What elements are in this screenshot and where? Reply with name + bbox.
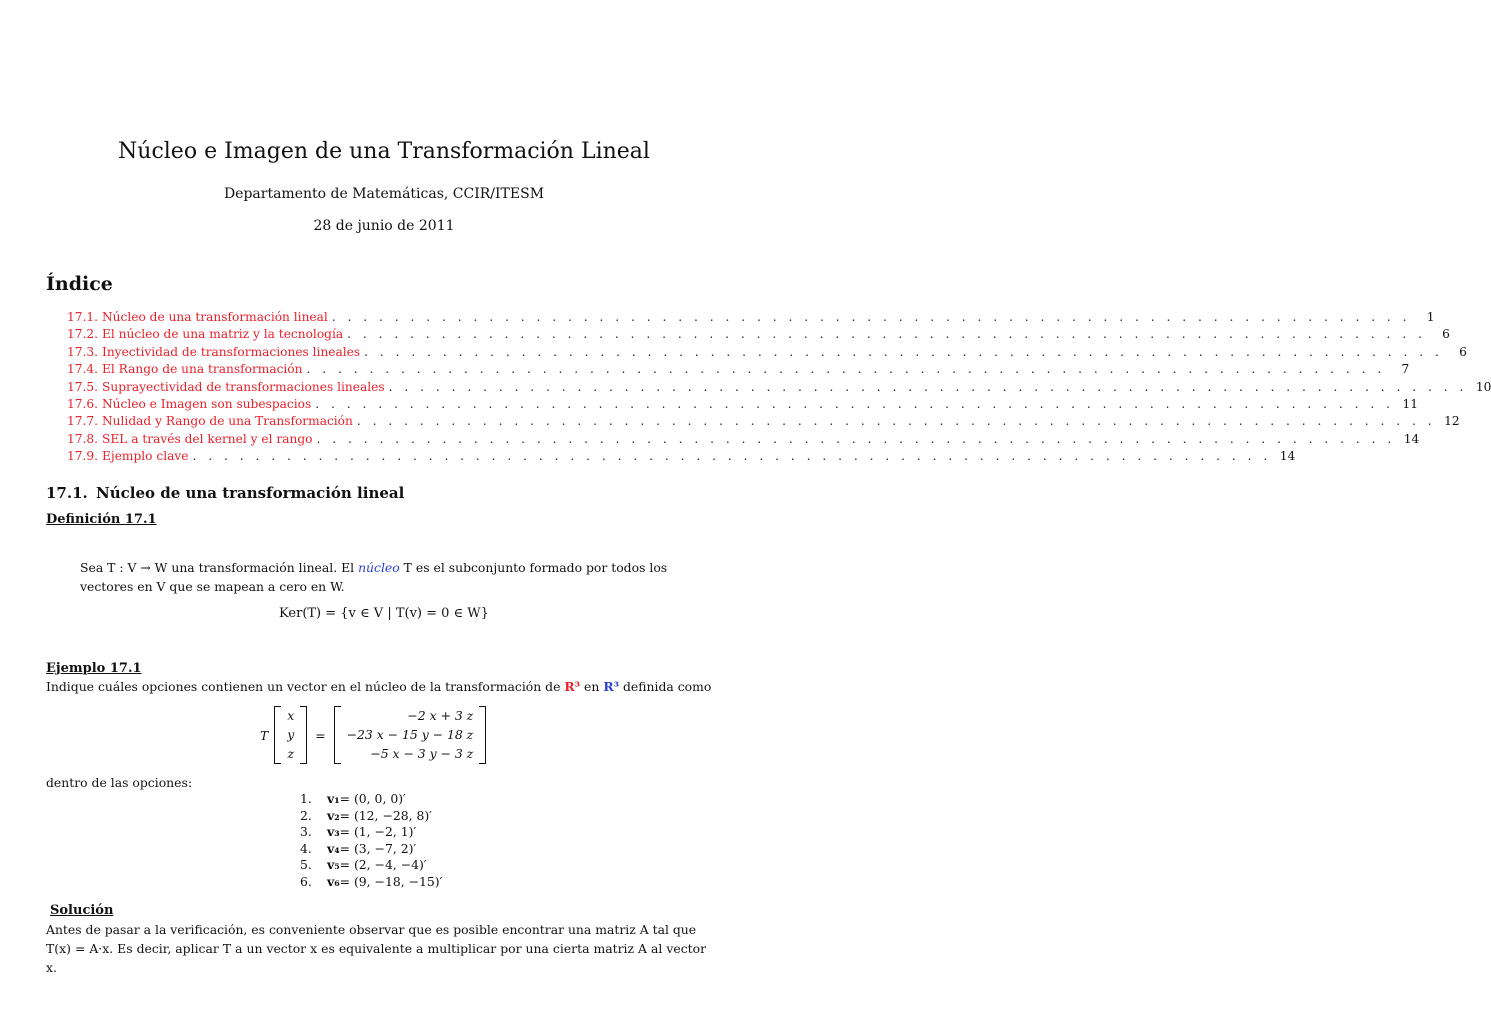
- option-vector: v₅: [327, 857, 340, 873]
- codomain-r3-link[interactable]: R³: [603, 679, 620, 694]
- transformation-label: T: [260, 727, 269, 743]
- option-number: 4.: [300, 840, 312, 856]
- list-item: [300, 874, 442, 891]
- toc-entry-number: 17.7.: [67, 414, 99, 429]
- toc-entry-link[interactable]: Ejemplo clave: [102, 449, 189, 464]
- input-component: z: [287, 745, 295, 761]
- toc-entry-link[interactable]: SEL a través del kernel y el rango: [102, 431, 313, 446]
- definition-text-pre: Sea T : V → W una transformación lineal. El: [80, 560, 359, 575]
- toc-entry-link[interactable]: El Rango de una transformación: [102, 362, 303, 377]
- toc-entry-17-6[interactable]: [67, 396, 1418, 414]
- toc-entry-number: 17.2.: [67, 327, 99, 342]
- nucleo-term-link[interactable]: núcleo: [358, 560, 400, 575]
- example-text-pre: Indique cuáles opciones contienen un vector en el núcleo de la transformación de: [46, 679, 565, 694]
- input-vector: [281, 707, 300, 763]
- toc-leader-dots: . . . . . . . . . . . . . . . . . . . . . . . . . . . . . . . . . . . . . . . . . . . . . . . . . . . . . . . . . . . . . . . . . . . . .: [192, 449, 1272, 464]
- list-item: [300, 857, 442, 874]
- example-text-mid: en: [580, 679, 604, 694]
- option-number: 1.: [300, 791, 312, 806]
- toc-entry-17-3[interactable]: [67, 344, 1467, 362]
- toc-entry-17-1[interactable]: [67, 310, 1435, 327]
- left-bracket: [334, 706, 341, 764]
- option-vector: v₆: [327, 873, 340, 889]
- list-item: [300, 824, 442, 841]
- toc-entry-link[interactable]: Núcleo e Imagen son subespacios: [102, 396, 312, 411]
- section-title: Núcleo de una transformación lineal: [96, 484, 405, 502]
- toc-entry-page: 6: [1459, 344, 1467, 359]
- option-number: 5.: [300, 857, 312, 873]
- option-vector: v₁: [327, 791, 340, 806]
- toc-entry-number: 17.6.: [67, 396, 99, 411]
- options-list: [300, 791, 442, 891]
- toc-entry-page: 12: [1444, 414, 1460, 429]
- toc-leader-dots: . . . . . . . . . . . . . . . . . . . . . . . . . . . . . . . . . . . . . . . . . . . . . . . . . . . . . . . . . . . . . . . . . . . . .: [331, 310, 1411, 324]
- example-heading: Ejemplo 17.1: [46, 661, 142, 676]
- toc-entry-page: 7: [1401, 362, 1410, 377]
- left-bracket: [274, 706, 281, 764]
- option-vector: v₄: [327, 840, 340, 856]
- toc-entry-number: 17.9.: [67, 449, 99, 464]
- toc-entry-number: 17.1.: [67, 310, 99, 324]
- toc-entry-link[interactable]: Suprayectividad de transformaciones lineales: [102, 379, 385, 394]
- section-number: 17.1.: [46, 484, 88, 502]
- option-value: = (12, −28, 8)′: [339, 807, 432, 823]
- output-vector: [341, 707, 480, 763]
- example-text-post: definida como: [619, 679, 712, 694]
- right-bracket: [479, 706, 486, 764]
- option-number: 2.: [300, 807, 312, 823]
- kernel-formula: Ker(T) = {v ∈ V | T(v) = 0 ∈ W}: [279, 606, 489, 621]
- example-statement: [46, 679, 726, 694]
- solution-line: Antes de pasar a la verificación, es conveniente observar que es posible encontrar una matriz A tal que: [46, 922, 697, 937]
- toc-leader-dots: . . . . . . . . . . . . . . . . . . . . . . . . . . . . . . . . . . . . . . . . . . . . . . . . . . . . . . . . . . . . . . . . . . . . .: [356, 414, 1436, 429]
- toc-entry-page: 11: [1402, 396, 1418, 411]
- output-component: −23 x − 15 y − 18 z: [346, 726, 474, 742]
- toc-entry-17-8[interactable]: [67, 431, 1420, 449]
- output-component: −2 x + 3 z: [407, 708, 474, 724]
- date-line: 28 de junio de 2011: [313, 218, 455, 234]
- toc-heading: Índice: [46, 273, 113, 295]
- toc-entry-page: 14: [1403, 431, 1420, 446]
- toc-entry-link[interactable]: El núcleo de una matriz y la tecnología: [102, 327, 344, 342]
- toc-leader-dots: . . . . . . . . . . . . . . . . . . . . . . . . . . . . . . . . . . . . . . . . . . . . . . . . . . . . . . . . . . . . . . . . . . . . .: [315, 396, 1394, 411]
- definition-heading: Definición 17.1: [46, 512, 157, 527]
- toc-entry-17-4[interactable]: [67, 362, 1410, 379]
- definition-text: [80, 558, 680, 596]
- section-heading: [46, 484, 404, 502]
- option-number: 6.: [300, 873, 312, 889]
- input-component: x: [287, 708, 295, 724]
- options-intro: dentro de las opciones:: [46, 775, 192, 790]
- toc-entry-number: 17.3.: [67, 344, 99, 359]
- option-number: 3.: [300, 824, 312, 840]
- solution-heading: Solución: [50, 903, 114, 918]
- toc-entry-link[interactable]: Inyectividad de transformaciones lineales: [102, 344, 361, 359]
- output-component: −5 x − 3 y − 3 z: [370, 745, 474, 761]
- toc-entry-17-7[interactable]: [67, 414, 1460, 431]
- option-value: = (2, −4, −4)′: [339, 857, 427, 873]
- list-item: [300, 808, 442, 825]
- option-value: = (0, 0, 0)′: [339, 791, 406, 806]
- transformation-matrix-equation: [260, 706, 486, 764]
- toc-entry-17-5[interactable]: [67, 379, 1491, 397]
- toc-entry-17-2[interactable]: [67, 327, 1450, 344]
- toc-leader-dots: . . . . . . . . . . . . . . . . . . . . . . . . . . . . . . . . . . . . . . . . . . . . . . . . . . . . . . . . . . . . . . . . . . . . .: [306, 362, 1386, 377]
- option-vector: v₂: [327, 807, 340, 823]
- toc-leader-dots: . . . . . . . . . . . . . . . . . . . . . . . . . . . . . . . . . . . . . . . . . . . . . . . . . . . . . . . . . . . . . . . . . . . . .: [364, 344, 1443, 359]
- option-vector: v₃: [327, 824, 340, 840]
- author-line: Departamento de Matemáticas, CCIR/ITESM: [223, 186, 545, 202]
- toc-entry-page: 6: [1442, 327, 1450, 342]
- equals-sign: =: [315, 727, 326, 743]
- solution-line: T(x) = A·x. Es decir, aplicar T a un vector x es equivalente a multiplicar por una cierta matriz A al vector x.: [46, 941, 706, 975]
- list-item: [300, 841, 442, 858]
- option-value: = (3, −7, 2)′: [339, 840, 417, 856]
- toc-leader-dots: . . . . . . . . . . . . . . . . . . . . . . . . . . . . . . . . . . . . . . . . . . . . . . . . . . . . . . . . . . . . . . . . . . . . .: [388, 379, 1468, 394]
- toc-leader-dots: . . . . . . . . . . . . . . . . . . . . . . . . . . . . . . . . . . . . . . . . . . . . . . . . . . . . . . . . . . . . . . . . . . . . .: [347, 327, 1426, 342]
- list-item: [300, 791, 442, 808]
- toc-entry-number: 17.4.: [67, 362, 99, 377]
- option-value: = (1, −2, 1)′: [339, 824, 417, 840]
- domain-r3-link[interactable]: R³: [564, 679, 581, 694]
- solution-text: [46, 920, 706, 977]
- toc-leader-dots: . . . . . . . . . . . . . . . . . . . . . . . . . . . . . . . . . . . . . . . . . . . . . . . . . . . . . . . . . . . . . . . . . . . . .: [316, 431, 1396, 446]
- definition-text-post: T es el subconjunto formado por todos los vectores en V que se mapean a cero en W.: [80, 560, 668, 594]
- input-component: y: [287, 726, 295, 742]
- toc-entry-page: 10: [1475, 379, 1491, 394]
- toc-entry-number: 17.8.: [67, 431, 99, 446]
- paper-title: Núcleo e Imagen de una Transformación Lineal: [118, 139, 650, 164]
- option-value: = (9, −18, −15)′: [339, 873, 443, 889]
- toc-entry-page: 1: [1426, 310, 1435, 324]
- table-of-contents: [67, 310, 1491, 467]
- toc-entry-link[interactable]: Nulidad y Rango de una Transformación: [102, 414, 353, 429]
- toc-entry-17-9[interactable]: [67, 449, 1296, 466]
- toc-entry-link[interactable]: Núcleo de una transformación lineal: [102, 310, 328, 324]
- right-bracket: [300, 706, 307, 764]
- toc-entry-page: 14: [1279, 449, 1296, 464]
- toc-entry-number: 17.5.: [67, 379, 99, 394]
